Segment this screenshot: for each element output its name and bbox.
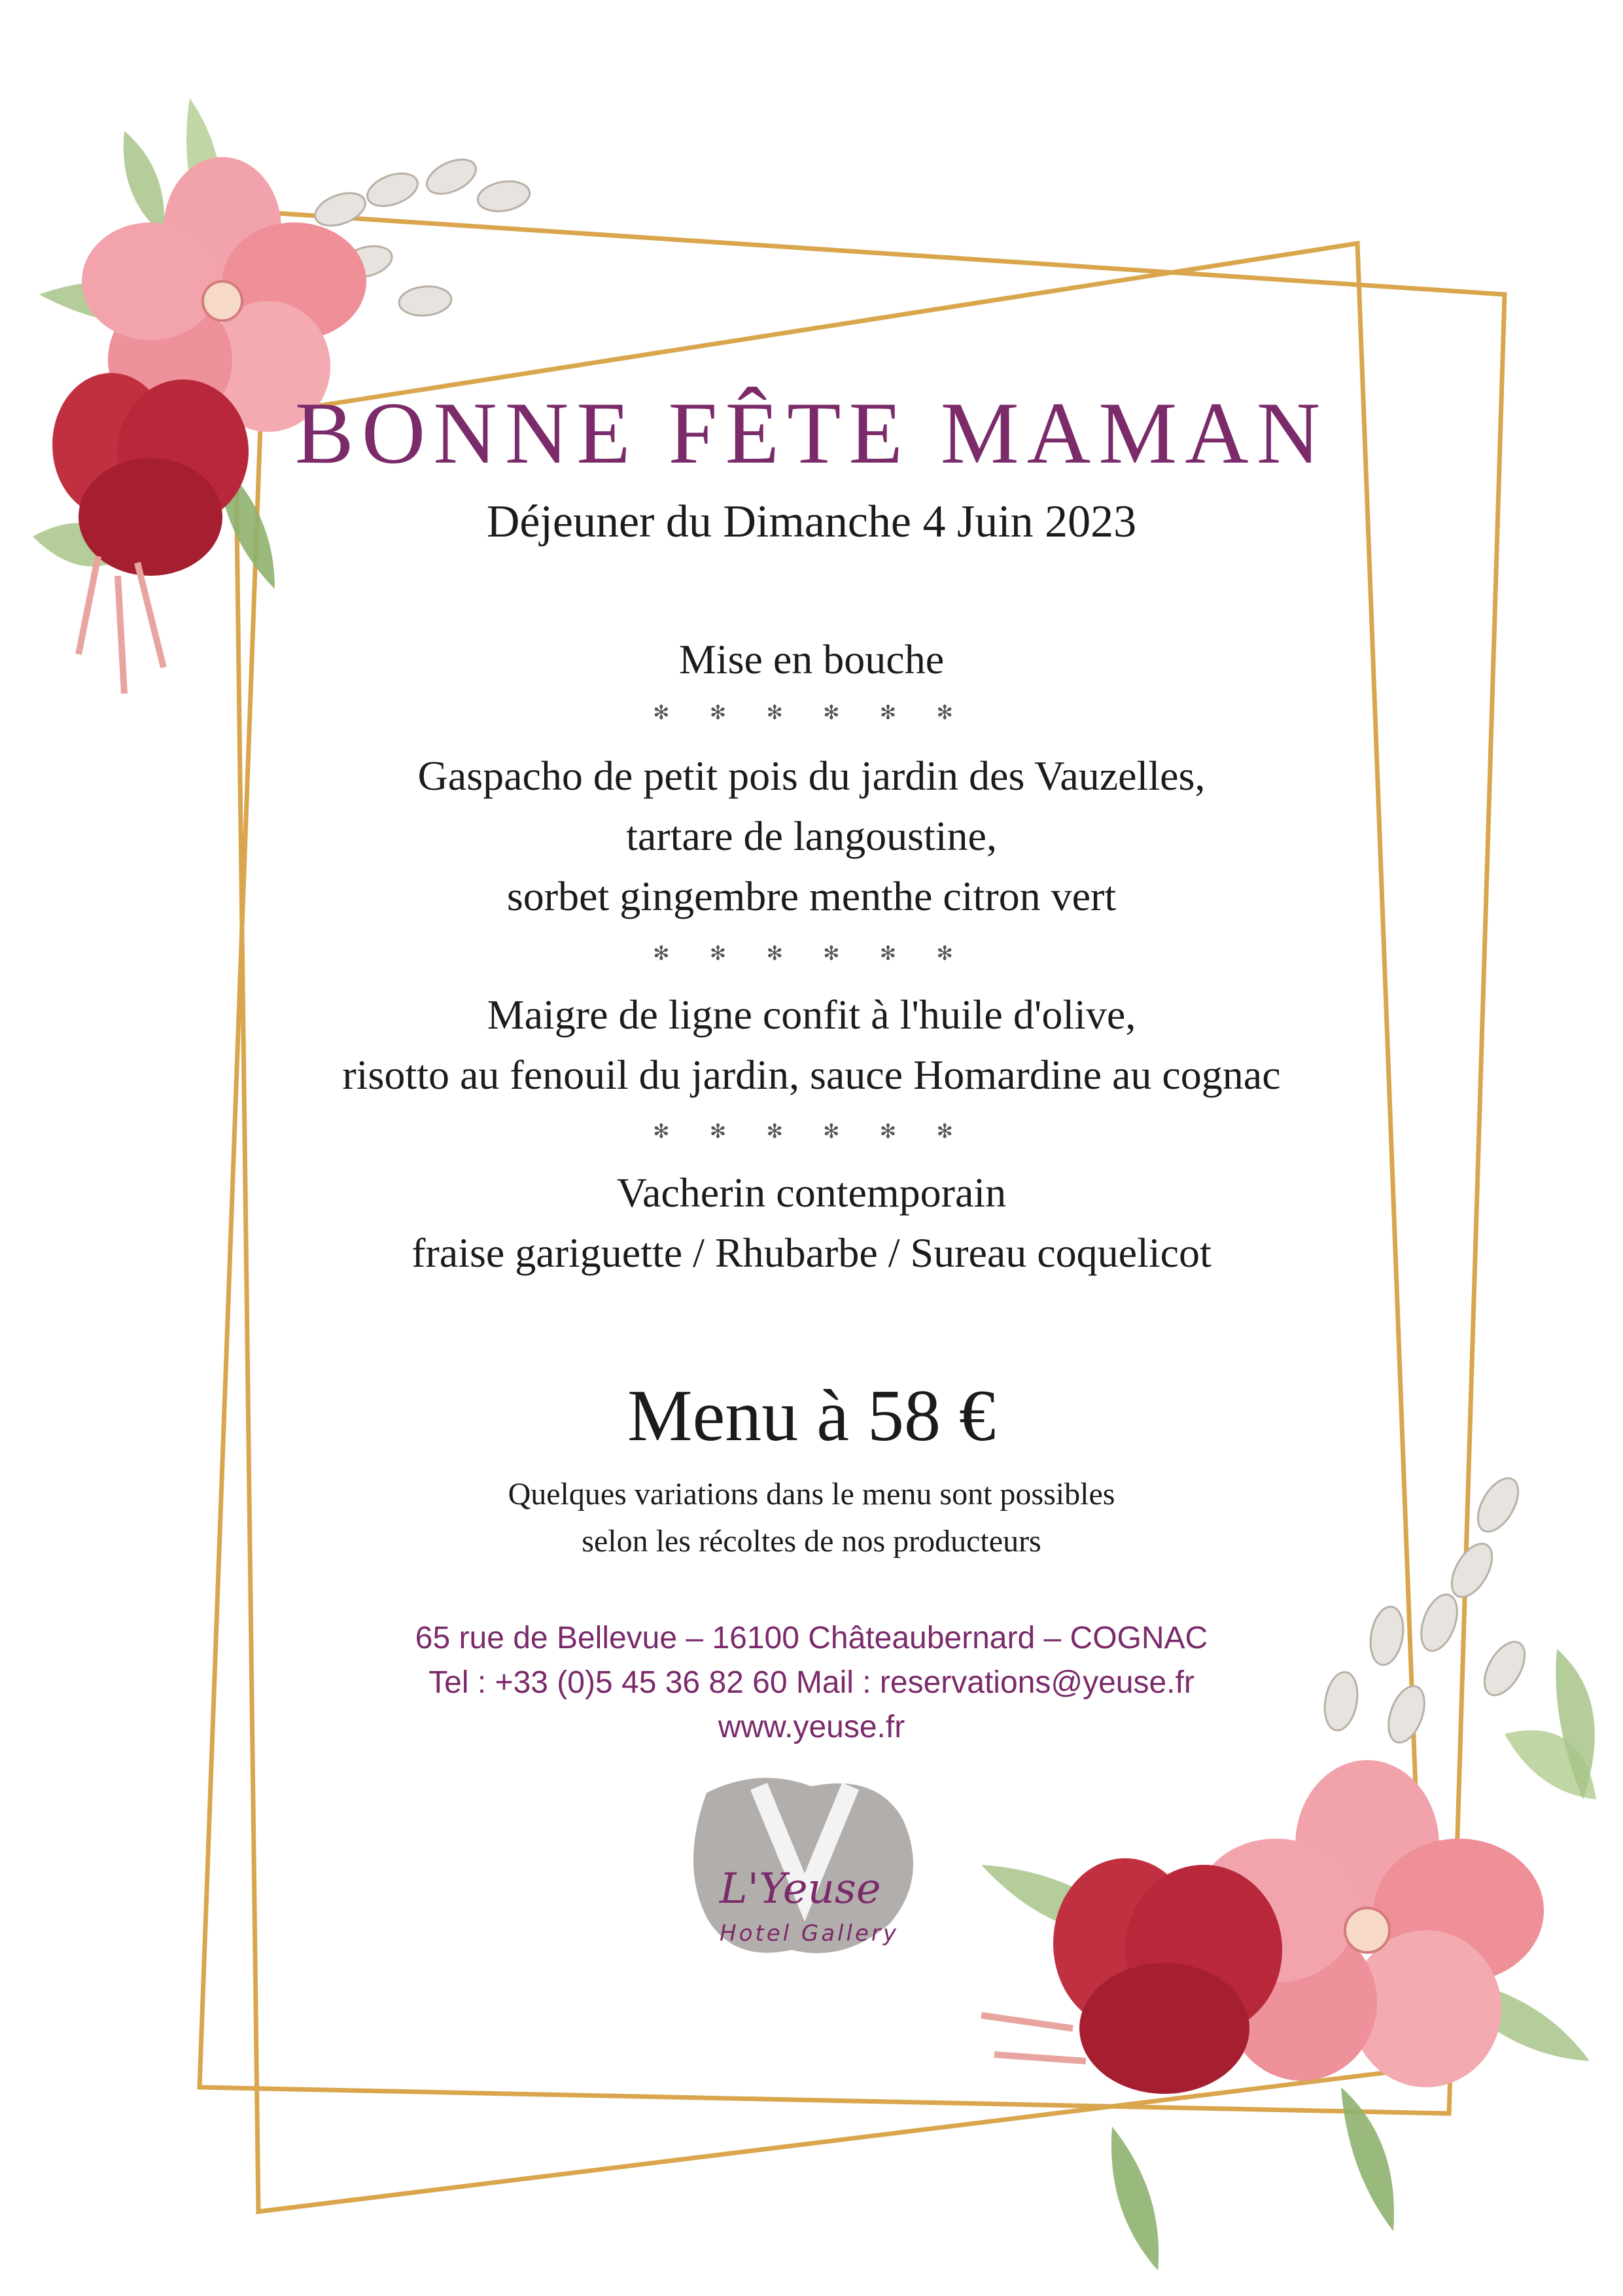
course-2 [0, 746, 1623, 927]
course-line: fraise gariguette / Rhubarbe / Sureau coquelicot [411, 1229, 1212, 1276]
menu-note [0, 1471, 1623, 1565]
page-title: BONNE FÊTE MAMAN [294, 385, 1329, 482]
course-4 [0, 1163, 1623, 1283]
separator: ✻ ✻ ✻ ✻ ✻ ✻ [653, 701, 970, 724]
logo-tagline: Hotel Gallery [720, 1920, 899, 1947]
course-1 [0, 629, 1623, 690]
menu-price: Menu à 58 € [627, 1375, 996, 1457]
address: 65 rue de Bellevue – 16100 Châteaubernard – COGNAC [415, 1621, 1208, 1655]
course-line: risotto au fenouil du jardin, sauce Homardine au cognac [342, 1051, 1281, 1098]
course-line: Maigre de ligne confit à l'huile d'olive, [487, 991, 1136, 1038]
contact-block [0, 1616, 1623, 1750]
separator: ✻ ✻ ✻ ✻ ✻ ✻ [653, 1120, 970, 1143]
course-line: Vacherin contemporain [616, 1169, 1007, 1216]
note-line-2: selon les récoltes de nos producteurs [582, 1524, 1041, 1559]
phone-mail[interactable]: Tel : +33 (0)5 45 36 82 60 Mail : reservations@yeuse.fr [428, 1665, 1195, 1700]
course-line: sorbet gingembre menthe citron vert [506, 873, 1117, 919]
course-line: Gaspacho de petit pois du jardin des Vauzelles, [417, 752, 1206, 799]
logo-name: L'Yeuse [720, 1865, 881, 1913]
website-link[interactable]: www.yeuse.fr [718, 1710, 905, 1744]
separator: ✻ ✻ ✻ ✻ ✻ ✻ [653, 942, 970, 965]
note-line-1: Quelques variations dans le menu sont possibles [508, 1477, 1115, 1511]
course-3 [0, 985, 1623, 1105]
course-line: tartare de langoustine, [626, 813, 997, 859]
page-subtitle: Déjeuner du Dimanche 4 Juin 2023 [486, 497, 1137, 547]
course-line: Mise en bouche [678, 636, 945, 682]
